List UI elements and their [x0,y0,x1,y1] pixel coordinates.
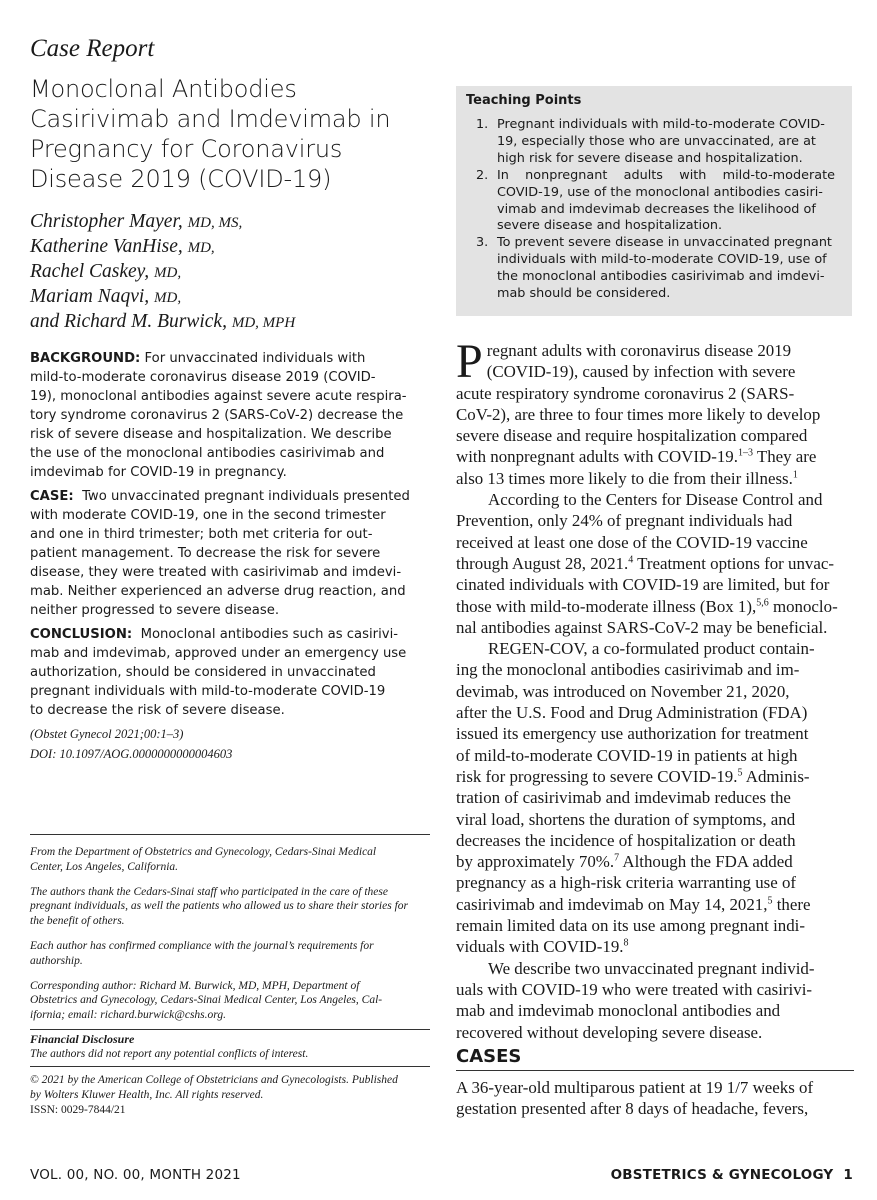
abstract-case [30,487,430,620]
article-title [30,74,430,194]
author-name: Mariam Naqvi, [30,286,150,307]
point-number: 1. [476,117,489,132]
note-line: by Wolters Kluwer Health, Inc. All rights reserved. [30,1088,264,1101]
section-label: Case Report [30,35,155,62]
body-line [456,851,854,872]
abstract-text: mild-to-moderate coronavirus disease 2019 (COVID- [30,370,376,385]
issue-info: VOL. 00, NO. 00, MONTH 2021 [30,1167,241,1183]
body-line: decreases the incidence of hospitalization or death [456,830,796,850]
title-line: Monoclonal Antibodies [30,75,297,103]
body-line [456,553,854,574]
point-line: the monoclonal antibodies casirivimab and imdevi- [497,269,825,285]
abstract-text: to decrease the risk of severe disease. [30,703,285,718]
author-credentials: MD, MPH [231,315,296,331]
body-line: pregnancy as a high-risk criteria warranting use of [456,873,797,893]
body-text-run: there [772,894,811,914]
point-line: Pregnant individuals with mild-to-moderate COVID- [497,117,825,132]
body-line: regnant adults with coronavirus disease 2019 [486,341,792,360]
title-line: Pregnancy for Coronavirus [30,135,343,163]
author [30,210,430,235]
abstract-text: neither progressed to severe disease. [30,603,280,618]
note-line: © 2021 by the American College of Obstetricians and Gynecologists. Published [30,1073,398,1086]
abstract-text: disease, they were treated with casirivimab and imdevi- [30,565,402,580]
body-line: Prevention, only 24% of pregnant individuals had [456,511,793,531]
author [30,235,430,260]
cases-heading: CASES [456,1046,522,1067]
reference-marker[interactable]: 1–3 [737,447,753,459]
note-line: The authors thank the Cedars-Sinai staff who participated in the care of these [30,885,388,898]
body-line: after the U.S. Food and Drug Administration (FDA) [456,703,808,723]
acknowledgment-note [30,885,430,929]
point-line: 19, especially those who are unvaccinated, are at [497,133,816,149]
point-line: high risk for severe disease and hospitalization. [497,150,803,166]
copyright-note [30,1073,430,1103]
reference-marker[interactable]: 4 [628,554,634,566]
abstract-text: Monoclonal antibodies such as casirivi- [140,627,398,642]
abstract-text: with moderate COVID-19, one in the second trimester [30,508,386,523]
abstract-text: 19), monoclonal antibodies against severe acute respira- [30,389,407,404]
body-line: A 36-year-old multiparous patient at 19 1/7 weeks of [456,1078,814,1097]
body-text-run: Although the FDA added [619,852,793,872]
reference-marker[interactable]: 5,6 [756,596,769,608]
body-line [456,936,854,957]
abstract [30,349,430,763]
journal-footer [611,1166,853,1184]
point-line: mab should be considered. [497,286,671,302]
reference-marker[interactable]: 8 [623,937,629,949]
body-text-run: by approximately 70%. [456,852,615,872]
body-line: remain limited data on its use among pregnant indi- [456,916,805,936]
compliance-note [30,939,430,969]
teaching-points-heading: Teaching Points [466,93,582,108]
abstract-conclusion [30,625,430,720]
body-line: ing the monoclonal antibodies casirivimab and im- [456,660,800,680]
author-credentials: MD, MS, [187,215,243,231]
corresponding-author-note [30,979,430,1023]
note-line: Center, Los Angeles, California. [30,860,179,873]
abstract-text: and one in third trimester; both met criteria for out- [30,527,373,542]
abstract-label: BACKGROUND: [30,351,141,366]
body-line: acute respiratory syndrome coronavirus 2 (SARS- [456,383,795,403]
affiliation-note [30,845,430,875]
doi[interactable]: DOI: 10.1097/AOG.0000000000004603 [30,747,233,761]
note-line: Each author has confirmed compliance with the journal’s requirements for [30,939,374,952]
body-line: uals with COVID-19 who were treated with casirivi- [456,979,813,999]
author-name: Katherine VanHise, [30,236,183,257]
abstract-text: For unvaccinated individuals with [144,351,366,366]
author-credentials: MD, [154,290,182,306]
financial-disclosure-text: The authors did not report any potential conflicts of interest. [30,1047,430,1067]
abstract-text: risk of severe disease and hospitalization. We describe [30,427,392,442]
note-line: Obstetrics and Gynecology, Cedars-Sinai Medical Center, Los Angeles, Cal- [30,994,383,1007]
point-number: 2. [476,167,489,183]
body-text [456,335,854,1043]
body-line: of mild-to-moderate COVID-19 in patients at high [456,745,798,765]
point-line: COVID-19, use of the monoclonal antibodies casiri- [497,184,823,200]
abstract-background [30,349,430,482]
body-line: recovered without developing severe disease. [456,1022,763,1042]
body-paragraph-3 [456,638,854,957]
body-text-run: with nonpregnant adults with COVID-19. [456,447,738,467]
abstract-label: CASE: [30,489,74,504]
abstract-text: pregnant individuals with mild-to-moderate COVID-19 [30,684,386,699]
body-paragraph-1 [456,335,854,489]
teaching-points-box [456,86,852,316]
body-line [456,894,854,915]
teaching-point [466,168,842,236]
body-text-run: those with mild-to-moderate illness (Box 1), [456,596,757,616]
abstract-text: mab. Neither experienced an adverse drug reaction, and [30,584,406,599]
body-text-run: monoclo- [768,596,838,616]
cases-text [456,1077,854,1120]
point-line: To prevent severe disease in unvaccinated pregnant [497,235,832,251]
body-text-run: Adminis- [742,766,810,786]
author-name: Rachel Caskey, [30,261,150,282]
body-text-run: risk for progressing to severe COVID-19. [456,766,738,786]
body-line: nal antibodies against SARS-CoV-2 may be beneficial. [456,617,828,637]
abstract-text: the use of the monoclonal antibodies casirivimab and [30,446,385,461]
body-line: viral load, shortens the duration of symptoms, and [456,809,796,829]
journal-name: OBSTETRICS & GYNECOLOGY [610,1167,834,1183]
front-matter-notes [30,834,430,1118]
body-text-run: also 13 times more likely to die from their illness. [456,468,793,488]
abstract-text: authorization, should be considered in unvaccinated [30,665,376,680]
author-credentials: MD, [154,265,182,281]
financial-disclosure-heading: Financial Disclosure [30,1029,430,1047]
author-list [30,210,430,335]
issn: ISSN: 0029-7844/21 [30,1103,126,1116]
abstract-text: mab and imdevimab, approved under an emergency use [30,646,407,661]
reference-marker[interactable]: 5 [767,895,773,907]
note-line: pregnant individuals, as well the patients who allowed us to share their stories for [30,900,409,913]
point-line: severe disease and hospitalization. [497,218,723,234]
author [30,260,430,285]
author-name: and Richard M. Burwick, [30,311,227,332]
body-line: devimab, was introduced on November 21, 2020, [456,681,790,701]
title-line: Disease 2019 (COVID-19) [30,165,332,193]
author [30,310,430,335]
body-text-run: Treatment options for unvac- [633,553,834,573]
abstract-text: Two unvaccinated pregnant individuals presented [82,489,410,504]
section-divider [456,1070,854,1071]
reference-marker[interactable]: 7 [614,852,620,864]
note-line: authorship. [30,954,83,967]
left-column [30,34,430,763]
page-number: 1 [843,1167,853,1183]
body-paragraph-2 [456,489,854,638]
body-line: gestation presented after 8 days of headache, fevers, [456,1099,809,1119]
body-line [456,596,854,617]
body-line: received at least one dose of the COVID-19 vaccine [456,532,808,552]
body-line [456,446,854,467]
body-paragraph-4 [456,958,854,1043]
note-line: Corresponding author: Richard M. Burwick, MD, MPH, Department of [30,979,360,992]
abstract-text: tory syndrome coronavirus 2 (SARS-CoV-2) decrease the [30,408,404,423]
point-line: vimab and imdevimab decreases the likelihood of [497,201,816,217]
body-text-run: viduals with COVID-19. [456,937,624,957]
note-line: From the Department of Obstetrics and Gynecology, Cedars-Sinai Medical [30,846,377,858]
abstract-text: patient management. To decrease the risk for severe [30,546,381,561]
author-credentials: MD, [187,240,215,256]
journal-citation: (Obstet Gynecol 2021;00:1–3) [30,727,184,741]
body-text-run: through August 28, 2021. [456,553,629,573]
body-line [456,766,854,787]
point-number: 3. [476,235,489,251]
corresponding-email[interactable]: ifornia; email: richard.burwick@cshs.org. [30,1009,226,1022]
abstract-label: CONCLUSION: [30,627,133,642]
body-line [456,468,854,489]
reference-marker[interactable]: 5 [737,767,743,779]
point-line: In nonpregnant adults with mild-to-moderate [497,167,835,183]
body-line: mab and imdevimab monoclonal antibodies and [456,1001,781,1021]
teaching-points-list [466,117,842,303]
note-line: the benefit of others. [30,915,125,928]
body-text-run: They are [752,447,817,467]
body-line: CoV-2), are three to four times more likely to develop [456,404,821,424]
author-name: Christopher Mayer, [30,211,183,232]
title-line: Casirivimab and Imdevimab in [30,105,391,133]
body-line: cinated individuals with COVID-19 are limited, but for [456,575,830,595]
drop-cap: P [456,335,483,388]
body-text-run: casirivimab and imdevimab on May 14, 2021, [456,894,768,914]
point-line: individuals with mild-to-moderate COVID-19, use of [497,252,827,268]
teaching-point [466,235,842,303]
body-line: We describe two unvaccinated pregnant individ- [488,958,815,978]
body-line: tration of casirivimab and imdevimab reduces the [456,788,791,808]
body-line: severe disease and require hospitalization compared [456,426,808,446]
body-line: REGEN-COV, a co-formulated product contain- [488,639,815,659]
reference-marker[interactable]: 1 [792,469,798,481]
teaching-point [466,117,842,168]
body-line: issued its emergency use authorization for treatment [456,724,809,744]
body-line: (COVID-19), caused by infection with severe [486,362,796,382]
abstract-text: imdevimab for COVID-19 in pregnancy. [30,465,287,480]
author [30,285,430,310]
body-line: According to the Centers for Disease Control and [488,490,823,510]
